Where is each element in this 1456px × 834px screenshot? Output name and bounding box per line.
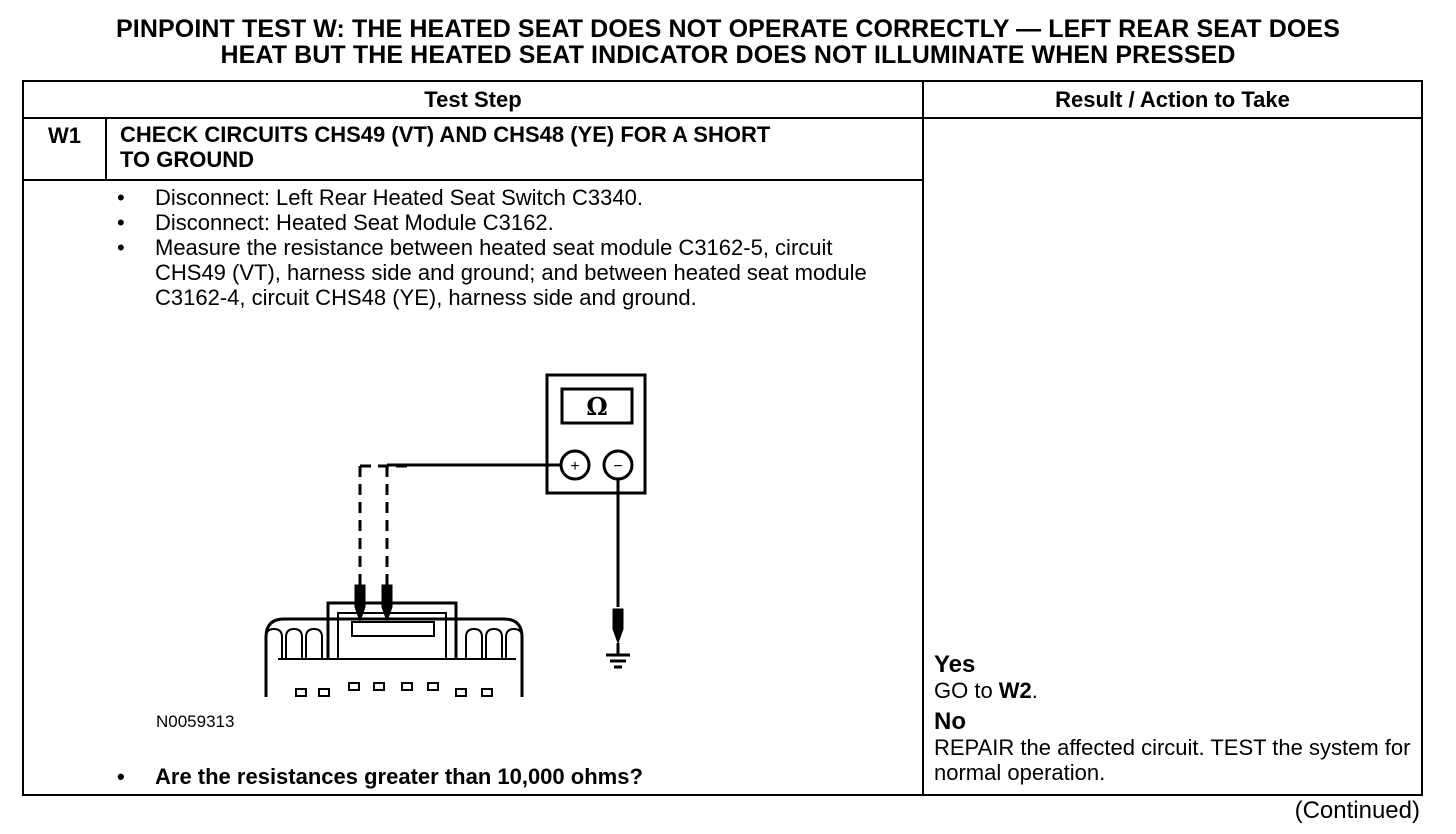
plus-label: + <box>570 458 580 475</box>
yes-action-prefix: GO to <box>934 678 999 703</box>
step-id-divider <box>105 117 107 180</box>
no-label: No <box>934 708 966 735</box>
yes-action-suffix: . <box>1031 678 1038 703</box>
instruction-list <box>117 185 907 310</box>
ground-probe-tip <box>613 609 623 643</box>
title-line-1: PINPOINT TEST W: THE HEATED SEAT DOES NOT OPERATE CORRECTLY — LEFT REAR SEAT DOES <box>116 15 1340 43</box>
figure-id: N0059313 <box>156 712 235 731</box>
page-title <box>0 16 1456 68</box>
instruction-item: • Measure the resistance between heated seat module C3162-5, circuit CHS49 (VT), harness side and ground; and between heated seat module C3162-4, circuit CHS48 (YE), harness side and ground. <box>117 235 907 310</box>
title-line-2: HEAT BUT THE HEATED SEAT INDICATOR DOES NOT ILLUMINATE WHEN PRESSED <box>220 41 1236 69</box>
step-title-line-1: CHECK CIRCUITS CHS49 (VT) AND CHS48 (YE) FOR A SHORT <box>120 122 771 147</box>
minus-label: − <box>613 458 623 475</box>
pinpoint-test-table <box>22 80 1423 796</box>
yes-action-target: W2 <box>998 678 1032 703</box>
step-id: W1 <box>48 123 81 148</box>
header-test-step: Test Step <box>424 87 522 112</box>
yes-action <box>934 678 1414 703</box>
ohm-symbol: Ω <box>586 392 608 421</box>
test-question: • Are the resistances greater than 10,000 ohms? <box>117 764 643 790</box>
result-block <box>934 652 1414 785</box>
connector-latch <box>328 603 456 659</box>
step-title <box>120 122 910 172</box>
step-title-line-2: TO GROUND <box>120 147 255 172</box>
step-title-divider <box>24 179 922 181</box>
yes-label: Yes <box>934 651 976 678</box>
continued-note: (Continued) <box>1294 797 1420 824</box>
column-divider <box>922 82 924 794</box>
resistance-measurement-diagram <box>234 367 664 697</box>
instruction-item: • Disconnect: Left Rear Heated Seat Switch C3340. <box>117 185 907 210</box>
header-result-action: Result / Action to Take <box>1055 87 1290 112</box>
no-action: REPAIR the affected circuit. TEST the system for normal operation. <box>934 735 1411 785</box>
instruction-item: • Disconnect: Heated Seat Module C3162. <box>117 210 907 235</box>
